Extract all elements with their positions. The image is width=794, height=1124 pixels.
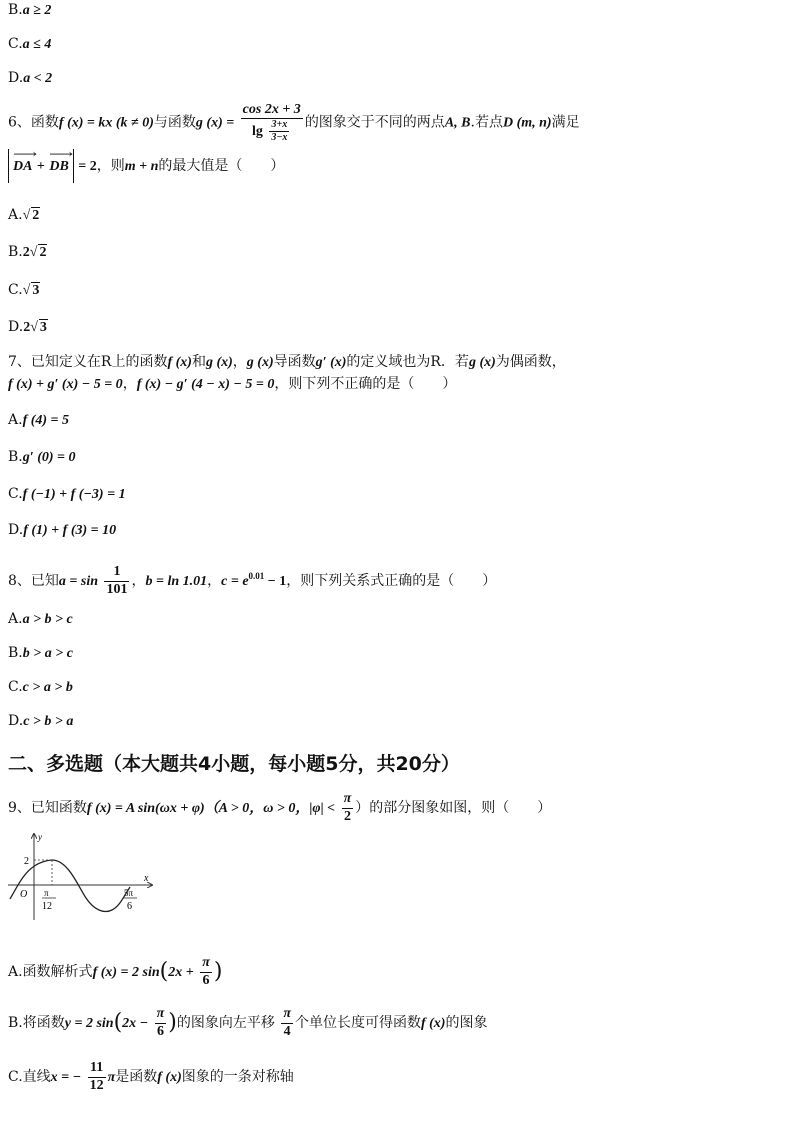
q5-option-c: C.a ≤ 4 — [8, 36, 52, 52]
q9-option-c: C.直线x = − $\frac{11}{12}$ π是函数f (x)图象的一条对称轴 — [8, 1060, 294, 1093]
q8-option-c: C.c > a > b — [8, 679, 73, 695]
graph-max-label: 2 — [24, 856, 29, 867]
graph-tick1-num: π — [44, 888, 49, 898]
q9-stem: 9、已知函数f (x) = A sin(ωx + φ)（A > 0，ω > 0，|φ| < $\frac{\pi}{2}$ ）的部分图象如图，则（ ） — [8, 791, 552, 824]
q8-option-d: D.c > b > a — [8, 713, 74, 729]
q8-a-fraction: $\frac{1}{101}$ — [106, 564, 128, 597]
section-heading-multiple-choice: 二、多选题（本大题共4小题，每小题5分，共20分） — [8, 753, 460, 775]
q7-option-b: B.g′ (0) = 0 — [8, 449, 76, 465]
sine-curve — [10, 860, 130, 912]
q5-option-b: B.a ≥ 2 — [8, 2, 52, 18]
q9-option-a: A.函数解析式f (x) = 2 sin(2x + $\frac{\pi}{6}$ ) — [8, 955, 223, 988]
q7-stem-line2: f (x) + g′ (x) − 5 = 0，f (x) − g′ (4 − x) − 5 = 0，则下列不正确的是（ ） — [8, 376, 457, 392]
q7-option-c: C.f (−1) + f (−3) = 1 — [8, 486, 126, 502]
q6-stem-line2: ⟶ DA + ⟶ DB = 2，则m + n的最大值是（ ） — [8, 148, 284, 185]
q8-option-b: B.b > a > c — [8, 645, 73, 661]
q7-option-d: D.f (1) + f (3) = 10 — [8, 522, 117, 538]
q9-option-b: B.将函数y = 2 sin(2x − $\frac{\pi}{6}$ )的图象向左平移 $\frac{\pi}{4}$ 个单位长度可得函数f (x)的图象 — [8, 1006, 488, 1039]
q8-stem: 8、已知a = sin $\frac{1}{101}$ ，b = ln 1.01，$c = e^{0.01} - 1$，则下列关系式正确的是（ ） — [8, 564, 497, 597]
graph-tick2-den: 6 — [127, 901, 132, 912]
q6-option-a: A.√ 2 — [8, 207, 40, 223]
q8-option-a: A.a > b > c — [8, 611, 73, 627]
graph-tick2-num: 5π — [124, 888, 134, 898]
q6-option-c: C.√ 3 — [8, 282, 40, 298]
graph-origin-label: O — [20, 889, 28, 900]
q6-option-d: D.2√ 3 — [8, 319, 47, 335]
q7-stem-line1: 7、已知定义在R上的函数f (x)和g (x)，g (x)导函数g′ (x)的定义域也为R．若g (x)为偶函数， — [8, 354, 566, 370]
q7-option-a: A.f (4) = 5 — [8, 412, 70, 428]
q6-vector-norm: ⟶ DA + ⟶ DB — [8, 149, 74, 183]
graph-y-label: y — [38, 832, 42, 842]
q6-g-fraction: cos 2x + 3 lg $\frac{3+x}{3-x}$ — [242, 102, 301, 143]
q5-option-d: D.a < 2 — [8, 70, 53, 86]
graph-x-label: x — [144, 873, 149, 884]
q6-option-b: B.2√ 2 — [8, 244, 47, 260]
graph-tick1-den: 12 — [42, 901, 52, 912]
q9-sine-graph — [6, 830, 156, 922]
q6-stem-line1: 6、函数f (x) = kx (k ≠ 0)与函数g (x) = cos 2x + 3 lg $\frac{3+x}{3-x}$ 的图象交于不同的两点A, B.若点D (m, n)满足 — [8, 102, 580, 143]
